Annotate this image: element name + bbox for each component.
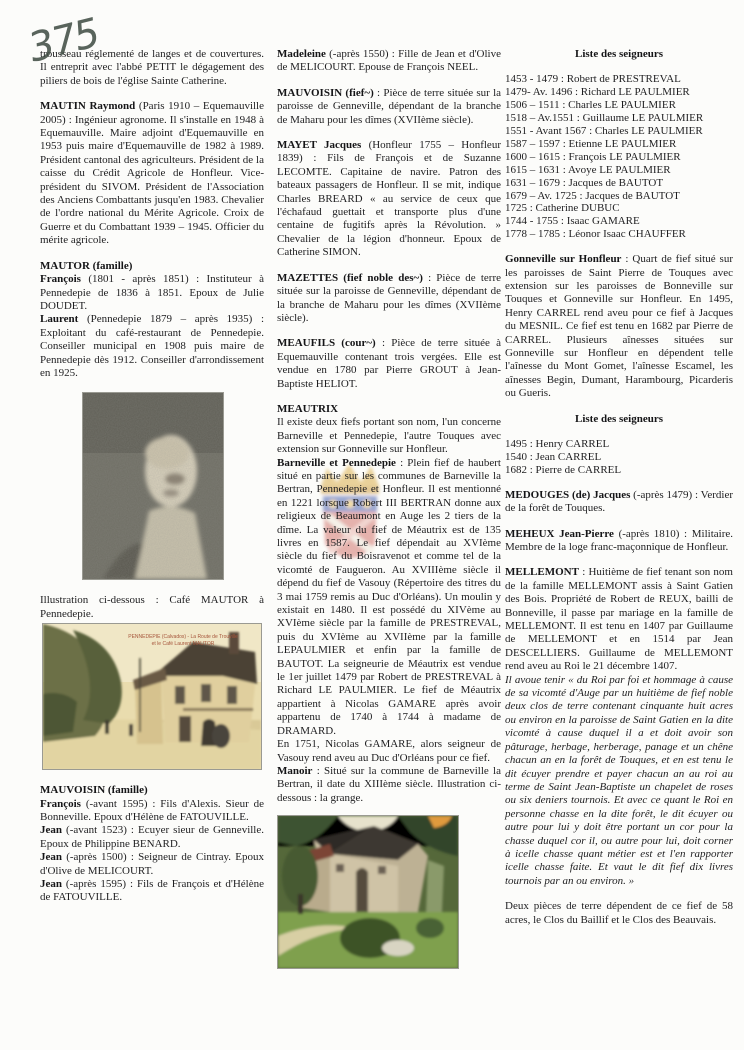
- entry-headword: MAZETTES (fief noble des~): [277, 271, 423, 284]
- entry-medouges: [505, 489, 733, 516]
- seigneur-list-item: 1540 : Jean CARREL: [505, 450, 602, 463]
- entry-gonneville: [505, 253, 733, 400]
- entry-meaufils: [277, 337, 501, 391]
- entry-text: (-après 1550) : Fille de Jean et d'Olive de MELICOURT. Epouse de François NEEL.: [277, 48, 501, 74]
- entry-text: (-après 1479) : Verdier de la forêt de Touques.: [505, 488, 733, 515]
- entry-meautrix-heading: [277, 403, 501, 416]
- entry-intro-continuation: trousseau réglementé de langes et de couvertures. Il entreprit avec l'abbé PETIT le dégagement des piliers de bois de l'église Sainte Catherine.: [40, 48, 264, 87]
- entry-meheux: [505, 528, 733, 555]
- entry-headword: François: [40, 273, 81, 286]
- postcard-caption-line1: PENNEDEPIE (Calvados) - La Route de Trouville: [128, 634, 238, 641]
- seigneur-list-item: 1479- Av. 1496 : Richard LE PAULMIER: [505, 86, 690, 99]
- entry-text: (-avant 1595) : Fils d'Alexis. Sieur de Bonneville. Epoux d'Hélène de FATOUVILLE.: [40, 797, 264, 823]
- entry-text: : Pièce de terre située à Equemauville contenant trois vergées. Elle est vendue en 1780 par Pierre GROUT à Jean-Baptiste HELIOT.: [277, 337, 501, 390]
- entry-headword: MAYET Jacques: [277, 139, 362, 152]
- entry-headword: Manoir: [277, 764, 313, 777]
- entry-mazettes: [277, 272, 501, 326]
- entry-mauvoisin-person: [40, 851, 264, 878]
- entry-meautrix-intro: [277, 416, 501, 456]
- entry-text: (Paris 1910 – Equemauville 2005) : Ingénieur agronome. Il s'installe en 1948 à Equemauville. Maire adjoint d'Equemauville en 1953 puis maire d'Equemauville de 1982 à 1989. Président cantonal des agriculteurs. Président de la caisse du Crédit Agricole de Honfleur. Vice-président du SIVOM. Président de l'Association des Anciens Combattants jusqu'en 1983. Chevalier de l'ordre national du Mérite Agricole. Croix de Guerre et du Combattant 1939 – 1945. Officier du mérite agricole.: [40, 100, 264, 247]
- list-title-text: Liste des seigneurs: [575, 412, 663, 425]
- seigneurs-list-title: [505, 413, 733, 426]
- seigneur-list-item: 1682 : Pierre de CARREL: [505, 463, 622, 476]
- entry-text: (Pennedepie 1879 – après 1935) : Exploitant du café-restaurant de Pennedepie. Conseiller municipal en 1908 puis maire de Pennedepie dès 1912. Conseiller d'arrondissement en 1925.: [40, 313, 264, 379]
- entry-text: (Honfleur 1755 – Honfleur 1839) : Fils de François et de Suzanne LECOMTE. Capitaine de navire. Patron des bateaux passagers de Honfleur. Il se mit, indique Charles BREARD « au service de ceux que l'échafaud guettait et transporte plus d'une centaine de fugitifs après la Révolution. » Chevalier de la légion d'honneur. Epoux de Catherine SIMON.: [277, 139, 501, 259]
- entry-mautin: [40, 100, 264, 247]
- seigneur-list-item: 1506 – 1511 : Charles LE PAULMIER: [505, 99, 676, 112]
- entry-mauvoisin-person: [40, 798, 264, 825]
- entry-text: : Quart de fief situé sur les paroisses de Saint Pierre de Touques avec extension sur les paroisses de Bonneville sur Touques et Gonneville sur Honfleur. En 1495, Henry CARREL rend aveu pour ce fief à Jacques du MESNIL. Ce fief est tenu en 1682 par Pierre de CARREL. Plusieurs aînesses situées sur Gonneville sur Honfleur en dépendent telle l'aînesse du Mont Gomet, l'aînesse Escamel, les aînesses Begin, Dumant, Harambourg, Picarderis ou Gueris.: [505, 253, 733, 400]
- entry-headword: MAUVOISIN (fief~): [277, 86, 374, 99]
- seigneur-list-item: 1495 : Henry CARREL: [505, 438, 610, 451]
- postcard-caption-line2: et le Café Laurent MAUTOR: [151, 641, 215, 648]
- entry-text: (-avant 1523) : Ecuyer sieur de Genneville. Epoux de Philippine BENARD.: [40, 824, 264, 850]
- entry-text: (-après 1500) : Seigneur de Cintray. Epoux d'Olive de MELICOURT.: [40, 851, 264, 877]
- seigneur-list-item: 1587 – 1597 : Etienne LE PAULMIER: [505, 137, 677, 150]
- seigneur-list-item: 1518 – Av.1551 : Guillaume LE PAULMIER: [505, 112, 704, 125]
- entry-mauvoisin-fief: [277, 87, 501, 127]
- postcard-photo: [42, 623, 260, 770]
- entry-headword: François: [40, 797, 81, 810]
- seigneur-list-item: 1615 – 1631 : Avoye LE PAULMIER: [505, 163, 671, 176]
- entry-deux-pieces: [505, 900, 733, 927]
- seigneur-list-item: 1679 – Av. 1725 : Jacques de BAUTOT: [505, 189, 680, 202]
- entry-headword: Madeleine: [277, 48, 326, 60]
- seigneurs-list-2: [505, 438, 733, 477]
- seigneurs-list-title: [505, 48, 733, 61]
- entry-text: (-après 1595) : Fils de François et d'Hélène de FATOUVILLE.: [40, 878, 264, 904]
- handwritten-page-number: 375: [27, 9, 99, 73]
- entry-meautrix-barneville: [277, 457, 501, 739]
- entry-mautor-francois: [40, 273, 264, 313]
- entry-text: : Situé sur la commune de Barneville la Bertran, il date du XIIIème siècle. Illustration ci-dessous : la grange.: [277, 764, 501, 804]
- entry-headword: MEAUFILS (cour~): [277, 337, 376, 350]
- entry-mellemont: [505, 566, 733, 673]
- entry-headword: MAUVOISIN (famille): [40, 784, 148, 797]
- middle-column: [277, 48, 501, 969]
- entry-headword: MEAUTRIX: [277, 402, 339, 415]
- entry-headword: Jean: [40, 824, 62, 837]
- entry-text: : Huitième de fief tenant son nom de la famille MELLEMONT assis à Saint Gatien des Bois. Propriété de Robert de REUX, bailli de Bonneville, il passe par mariage en la famille de MELLEMONT. Il est tenu en 1407 par Guillaume de MELLEMONT et en 1514 par Jean DESCELLIERS. Guillaume de MELLEMONT rend aveu au Roi le 21 décembre 1407.: [505, 566, 733, 673]
- entry-mauvoisin-person: [40, 824, 264, 851]
- entry-mautor-heading: [40, 260, 264, 273]
- left-column: [40, 48, 264, 905]
- list-title-text: Liste des seigneurs: [575, 48, 663, 60]
- seigneur-list-item: 1778 – 1785 : Léonor Isaac CHAUFFER: [505, 228, 686, 241]
- illustration-caption: Illustration ci-dessous : Café MAUTOR à Pennedepie.: [40, 594, 264, 620]
- seigneur-list-item: 1744 - 1755 : Isaac GAMARE: [505, 215, 640, 228]
- entry-text: Il avoue tenir « du Roi par foi et hommage à cause de sa vicomté d'Auge par un huitième de fief noble deux clos de terre contenant cinquante huit acres ou environ en la paroisse de Saint Gatien en la dite vicomté à cause duquel il a et doit avoir son pâturage, herbage, herberage, panage et un chêne chacun an en la forêt de Touques, et en est tenu le dit écuyer prendre et payer chacun an au roi au terme de Saint Jean-Baptiste un chapelet de roses ou six deniers tournois. Et avec ce quant le Roi en personne chasse en la dite forêt, le dit écuyer ou autre pour lui y doit être portant un cor pour la chasse duquel cor il, ou autre pour lui, doit corner à icelle chasse quant métier est et l'en rapporter icelle chasse faite. Et vaut le dit fief dix livres tournois par an ou environ. »: [505, 673, 733, 887]
- entry-mellemont-quote: [505, 674, 733, 889]
- entry-headword: Laurent: [40, 313, 79, 326]
- seigneurs-list-1: [505, 73, 733, 241]
- entry-headword: MELLEMONT: [505, 566, 579, 579]
- entry-text: (1801 - après 1851) : Instituteur à Pennedepie de 1836 à 1851. Epoux de Julie DOUDET.: [40, 273, 264, 312]
- entry-mauvoisin-famille-heading: [40, 784, 264, 797]
- entry-text: : Pièce de terre située sur la paroisse de Genneville, dépendant de la branche de Maharu pour les dîmes (XVIIème siècle).: [277, 86, 502, 126]
- entry-meautrix-manoir: [277, 765, 501, 805]
- entry-headword: MAUTIN Raymond: [40, 100, 136, 113]
- entry-text: : Plein fief de haubert situé en partie sur les communes de Barneville la Bertran, Pennedepie et Honfleur. Il est mentionné en 1221 lorsque Robert III BERTRAN donne aux religieux de Beaumont en Auge les 2 tiers de la dîme. La valeur du fief de Méautrix est de 135 livres en 1587. Le fief dépendait au XVIème siècle du fief du Boisravenot et comme tel de la vicomté de Faugueron. Au XVIIIème siècle il dépend du fief de Vasouy (Répertoire des titres du 3 mai 1759 remis au Duc d'Orléans). Un moulin y existait en 1480. Il est possédé du XIVème au XVIème siècle par la famille de PRESTREVAL, puis du XVIème au XVIIème par la famille LEPAULMIER et enfin par la famille de BAUTOT. La seigneurie de Méautrix est vendue le 1er juillet 1479 par Robert de PRESTREVAL à Richard LE PAULMIER. Le fief de Méautrix appartient à Nicolas GAMARE après avoir appartenu de 1740 à 1744 à madame de DRAMARD.: [277, 456, 501, 737]
- entry-headword: Barneville et Pennedepie: [277, 456, 396, 469]
- seigneur-list-item: 1725 : Catherine DUBUC: [505, 202, 620, 215]
- seigneur-list-item: 1453 - 1479 : Robert de PRESTREVAL: [505, 73, 681, 86]
- seigneur-list-item: 1551 - Avant 1567 : Charles LE PAULMIER: [505, 125, 703, 138]
- entry-madeleine: [277, 48, 501, 75]
- entry-headword: Jean: [40, 878, 62, 890]
- entry-headword: Gonneville sur Honfleur: [505, 253, 622, 266]
- portrait-photo: [82, 392, 222, 580]
- entry-meautrix-gamare: [277, 738, 501, 765]
- entry-headword: MEHEUX Jean-Pierre: [505, 527, 614, 540]
- entry-headword: Jean: [40, 851, 62, 864]
- entry-headword: MEDOUGES (de) Jacques: [505, 488, 631, 501]
- right-column: [505, 48, 733, 939]
- entry-mauvoisin-person: [40, 878, 264, 905]
- entry-text: (-après 1810) : Militaire. Membre de la loge franc-maçonnique de Honfleur.: [505, 527, 733, 553]
- entry-headword: MAUTOR (famille): [40, 259, 133, 272]
- entry-text: Il existe deux fiefs portant son nom, l'un concerne Barneville et Pennedepie, l'autre Touques avec extension sur Gonneville sur Honfleur.: [277, 416, 501, 456]
- entry-text: : Pièce de terre située sur la paroisse de Genneville, dépendant de la branche de Maharu pour les dîmes (XVIIème siècle).: [277, 271, 501, 324]
- entry-mautor-laurent: [40, 313, 264, 380]
- entry-text: Deux pièces de terre dépendent de ce fief de 58 acres, le Clos du Baillif et le Clos des Beauvais.: [505, 900, 733, 926]
- entry-text: En 1751, Nicolas GAMARE, alors seigneur de Vasouy rend aveu au Duc d'Orléans pour ce fief.: [277, 738, 501, 764]
- seigneur-list-item: 1600 – 1615 : François LE PAULMIER: [505, 150, 681, 163]
- grange-photo: [277, 815, 457, 969]
- entry-mayet: [277, 139, 501, 260]
- seigneur-list-item: 1631 – 1679 : Jacques de BAUTOT: [505, 176, 664, 189]
